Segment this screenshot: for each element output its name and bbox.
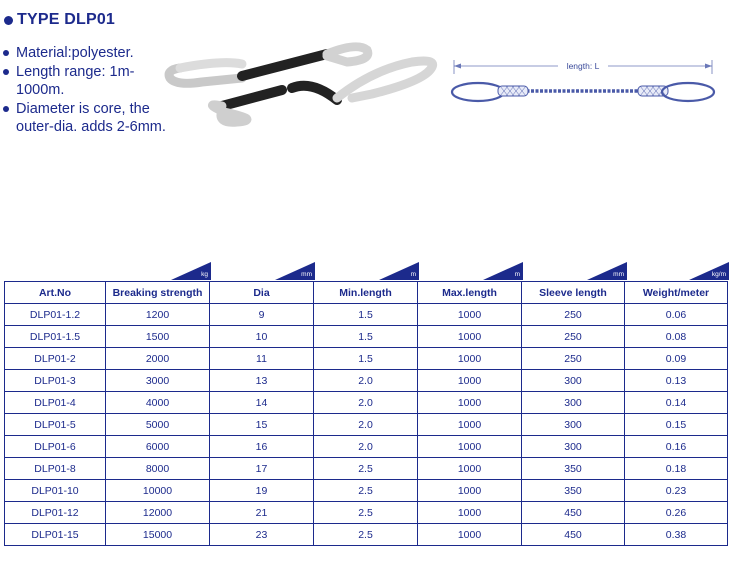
cell-art-no: DLP01-8 xyxy=(5,458,106,480)
bullet-dot-icon xyxy=(4,16,13,25)
spec-list xyxy=(2,44,172,137)
spec-text: Length range: 1m-1000m. xyxy=(16,64,135,98)
unit-tab xyxy=(315,262,419,280)
table-row xyxy=(5,524,728,546)
spec-text: Material:polyester. xyxy=(16,45,134,61)
cell-breaking-strength: 12000 xyxy=(106,502,210,524)
cell-sleeve-length: 300 xyxy=(522,414,625,436)
cell-breaking-strength: 6000 xyxy=(106,436,210,458)
table-row xyxy=(5,458,728,480)
cell-weight-per-meter: 0.09 xyxy=(625,348,728,370)
cell-min-length: 1.5 xyxy=(314,304,418,326)
cell-art-no: DLP01-3 xyxy=(5,370,106,392)
cell-sleeve-length: 250 xyxy=(522,326,625,348)
cell-dia: 11 xyxy=(210,348,314,370)
unit-label: mm xyxy=(613,271,624,278)
cell-min-length: 2.5 xyxy=(314,524,418,546)
table-row xyxy=(5,414,728,436)
cell-dia: 15 xyxy=(210,414,314,436)
cell-art-no: DLP01-10 xyxy=(5,480,106,502)
cell-max-length: 1000 xyxy=(418,392,522,414)
cell-min-length: 1.5 xyxy=(314,326,418,348)
cell-weight-per-meter: 0.15 xyxy=(625,414,728,436)
bullet-icon xyxy=(3,69,9,75)
cell-min-length: 2.0 xyxy=(314,370,418,392)
table-header-row xyxy=(5,282,728,304)
unit-tab xyxy=(211,262,315,280)
cell-dia: 23 xyxy=(210,524,314,546)
spec-item-length xyxy=(2,63,172,99)
table-row xyxy=(5,304,728,326)
cell-breaking-strength: 1500 xyxy=(106,326,210,348)
cell-weight-per-meter: 0.26 xyxy=(625,502,728,524)
column-header-min-length: Min.length xyxy=(314,282,418,304)
cell-min-length: 2.5 xyxy=(314,502,418,524)
cell-weight-per-meter: 0.14 xyxy=(625,392,728,414)
cell-art-no: DLP01-5 xyxy=(5,414,106,436)
cell-art-no: DLP01-1.2 xyxy=(5,304,106,326)
cell-dia: 9 xyxy=(210,304,314,326)
spec-item-diameter xyxy=(2,100,172,136)
cell-breaking-strength: 4000 xyxy=(106,392,210,414)
cell-weight-per-meter: 0.18 xyxy=(625,458,728,480)
cell-sleeve-length: 300 xyxy=(522,392,625,414)
title-text: TYPE DLP01 xyxy=(17,11,116,28)
bullet-icon xyxy=(3,50,9,56)
table-row xyxy=(5,326,728,348)
cell-dia: 19 xyxy=(210,480,314,502)
cell-dia: 13 xyxy=(210,370,314,392)
cell-max-length: 1000 xyxy=(418,304,522,326)
spec-table xyxy=(4,281,728,546)
cell-dia: 16 xyxy=(210,436,314,458)
sling-photo xyxy=(162,40,442,130)
cell-sleeve-length: 450 xyxy=(522,524,625,546)
column-header-dia: Dia xyxy=(210,282,314,304)
cell-min-length: 2.5 xyxy=(314,458,418,480)
cell-sleeve-length: 250 xyxy=(522,348,625,370)
unit-label: mm xyxy=(301,271,312,278)
cell-dia: 10 xyxy=(210,326,314,348)
unit-tab xyxy=(419,262,523,280)
bullet-icon xyxy=(3,106,9,112)
cell-weight-per-meter: 0.13 xyxy=(625,370,728,392)
cell-sleeve-length: 450 xyxy=(522,502,625,524)
cell-min-length: 2.0 xyxy=(314,392,418,414)
cell-art-no: DLP01-15 xyxy=(5,524,106,546)
cell-art-no: DLP01-6 xyxy=(5,436,106,458)
unit-label: kg/m xyxy=(711,271,726,278)
length-label: length: L xyxy=(566,61,600,71)
cell-breaking-strength: 8000 xyxy=(106,458,210,480)
cell-breaking-strength: 10000 xyxy=(106,480,210,502)
cell-weight-per-meter: 0.16 xyxy=(625,436,728,458)
column-header-breaking-strength: Breaking strength xyxy=(106,282,210,304)
cell-breaking-strength: 3000 xyxy=(106,370,210,392)
cell-min-length: 2.0 xyxy=(314,414,418,436)
cell-min-length: 2.0 xyxy=(314,436,418,458)
table-row xyxy=(5,502,728,524)
page-title xyxy=(4,11,115,29)
cell-dia: 14 xyxy=(210,392,314,414)
cell-sleeve-length: 350 xyxy=(522,458,625,480)
cell-max-length: 1000 xyxy=(418,524,522,546)
table-row xyxy=(5,370,728,392)
cell-max-length: 1000 xyxy=(418,348,522,370)
cell-weight-per-meter: 0.23 xyxy=(625,480,728,502)
cell-sleeve-length: 350 xyxy=(522,480,625,502)
column-header-weight-per-meter: Weight/meter xyxy=(625,282,728,304)
cell-min-length: 2.5 xyxy=(314,480,418,502)
unit-label: kg xyxy=(201,271,208,278)
cell-sleeve-length: 250 xyxy=(522,304,625,326)
cell-art-no: DLP01-2 xyxy=(5,348,106,370)
column-header-sleeve-length: Sleeve length xyxy=(522,282,625,304)
table-row xyxy=(5,392,728,414)
unit-label: m xyxy=(410,271,416,278)
cell-dia: 21 xyxy=(210,502,314,524)
spec-text: Diameter is core, the outer-dia. adds 2-6mm. xyxy=(16,101,166,135)
cell-max-length: 1000 xyxy=(418,502,522,524)
cell-art-no: DLP01-12 xyxy=(5,502,106,524)
sling-diagram xyxy=(448,52,718,112)
unit-label: m xyxy=(514,271,520,278)
cell-art-no: DLP01-4 xyxy=(5,392,106,414)
cell-max-length: 1000 xyxy=(418,480,522,502)
cell-breaking-strength: 15000 xyxy=(106,524,210,546)
table-row xyxy=(5,436,728,458)
cell-weight-per-meter: 0.06 xyxy=(625,304,728,326)
table-row xyxy=(5,480,728,502)
cell-max-length: 1000 xyxy=(418,326,522,348)
cell-dia: 17 xyxy=(210,458,314,480)
cell-sleeve-length: 300 xyxy=(522,436,625,458)
cell-sleeve-length: 300 xyxy=(522,370,625,392)
cell-art-no: DLP01-1.5 xyxy=(5,326,106,348)
cell-weight-per-meter: 0.38 xyxy=(625,524,728,546)
unit-tab xyxy=(625,262,729,280)
cell-max-length: 1000 xyxy=(418,414,522,436)
cell-max-length: 1000 xyxy=(418,370,522,392)
cell-weight-per-meter: 0.08 xyxy=(625,326,728,348)
table-row xyxy=(5,348,728,370)
cell-breaking-strength: 1200 xyxy=(106,304,210,326)
cell-breaking-strength: 5000 xyxy=(106,414,210,436)
unit-header-row xyxy=(3,262,731,282)
unit-tab xyxy=(523,262,627,280)
unit-tab xyxy=(107,262,211,280)
table-body xyxy=(5,304,728,546)
column-header-art-no: Art.No xyxy=(5,282,106,304)
cell-max-length: 1000 xyxy=(418,436,522,458)
cell-max-length: 1000 xyxy=(418,458,522,480)
cell-breaking-strength: 2000 xyxy=(106,348,210,370)
cell-min-length: 1.5 xyxy=(314,348,418,370)
column-header-max-length: Max.length xyxy=(418,282,522,304)
spec-item-material xyxy=(2,44,172,62)
